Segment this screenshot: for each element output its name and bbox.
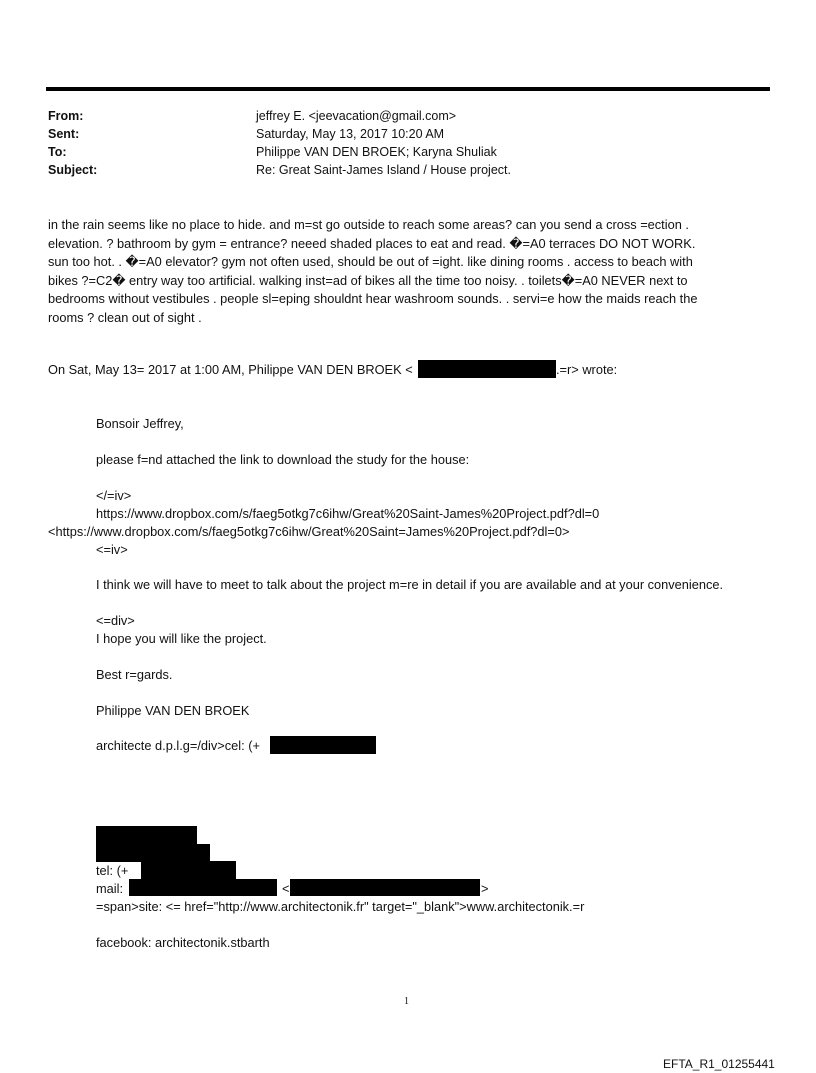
body-line: bikes ?=C2� entry way too artificial. walking inst=ad of bikes all the time too noisy. . toilets�=A0 NEVER next to — [48, 273, 688, 288]
sig-facebook: facebook: architectonik.stbarth — [96, 935, 270, 950]
redaction-block — [290, 879, 480, 896]
redaction-block — [96, 844, 210, 862]
quoted-greeting: Bonsoir Jeffrey, — [96, 416, 184, 431]
redaction-block — [96, 826, 197, 844]
subject-value: Re: Great Saint-James Island / House project. — [256, 163, 511, 177]
dropbox-link[interactable]: https://www.dropbox.com/s/faeg5otkg7c6ihw/Great%20Saint-James%20Project.pdf?dl=0 — [96, 506, 600, 521]
body-line: in the rain seems like no place to hide. and m=st go outside to reach some areas? can you send a cross =ection . — [48, 217, 689, 232]
document-id: EFTA_R1_01255441 — [663, 1057, 775, 1071]
quote-header-prefix: On Sat, May 13= 2017 at 1:00 AM, Philippe VAN DEN BROEK < — [48, 362, 413, 377]
sig-mail-gt: > — [481, 881, 489, 896]
header-divider — [46, 87, 770, 91]
sent-label: Sent: — [48, 127, 80, 141]
quoted-regards: Best r=gards. — [96, 667, 173, 682]
dropbox-link-raw[interactable]: <https://www.dropbox.com/s/faeg5otkg7c6ihw/Great%20Saint=James%20Project.pdf?dl=0> — [48, 524, 570, 539]
sig-site: =span>site: <= href="http://www.architectonik.fr" target="_blank">www.architectonik.=r — [96, 899, 585, 914]
body-line: sun too hot. . �=A0 elevator? gym not often used, should be out of =ight. like dining rooms . access to beach with — [48, 254, 693, 269]
sig-mail-lt: < — [282, 881, 290, 896]
quoted-signature-title: architecte d.p.l.g=/div>cel: (+ — [96, 738, 260, 753]
redaction-block — [418, 360, 556, 378]
body-line: bedrooms without vestibules . people sl=eping shouldnt hear washroom sounds. . servi=e how the maids reach the — [48, 291, 698, 306]
to-label: To: — [48, 145, 67, 159]
sig-tel: tel: (+ — [96, 863, 129, 878]
redaction-block — [129, 879, 277, 896]
sig-mail: mail: — [96, 881, 124, 896]
quoted-tag: </=iv> — [96, 488, 132, 503]
from-value: jeffrey E. <jeevacation@gmail.com> — [256, 109, 457, 123]
body-line: elevation. ? bathroom by gym = entrance? neeed shaded places to eat and read. �=A0 terraces DO NOT WORK. — [48, 236, 696, 251]
quote-header-suffix: .=r> wrote: — [556, 362, 618, 377]
quoted-signature-name: Philippe VAN DEN BROEK — [96, 703, 250, 718]
quoted-intro: please f=nd attached the link to download the study for the house: — [96, 452, 470, 467]
subject-label: Subject: — [48, 163, 98, 177]
body-line: rooms ? clean out of sight . — [48, 310, 202, 325]
quoted-tag: <=iv> — [96, 542, 128, 557]
redaction-block — [141, 861, 236, 879]
redaction-block — [270, 736, 376, 754]
quoted-meet: I think we will have to meet to talk about the project m=re in detail if you are available and at your convenience. — [96, 577, 724, 592]
sent-value: Saturday, May 13, 2017 10:20 AM — [256, 127, 445, 141]
from-label: From: — [48, 109, 84, 123]
page-number: 1 — [404, 996, 409, 1007]
quoted-hope: I hope you will like the project. — [96, 631, 267, 646]
quoted-tag: <=div> — [96, 613, 135, 628]
to-value: Philippe VAN DEN BROEK; Karyna Shuliak — [256, 145, 497, 159]
